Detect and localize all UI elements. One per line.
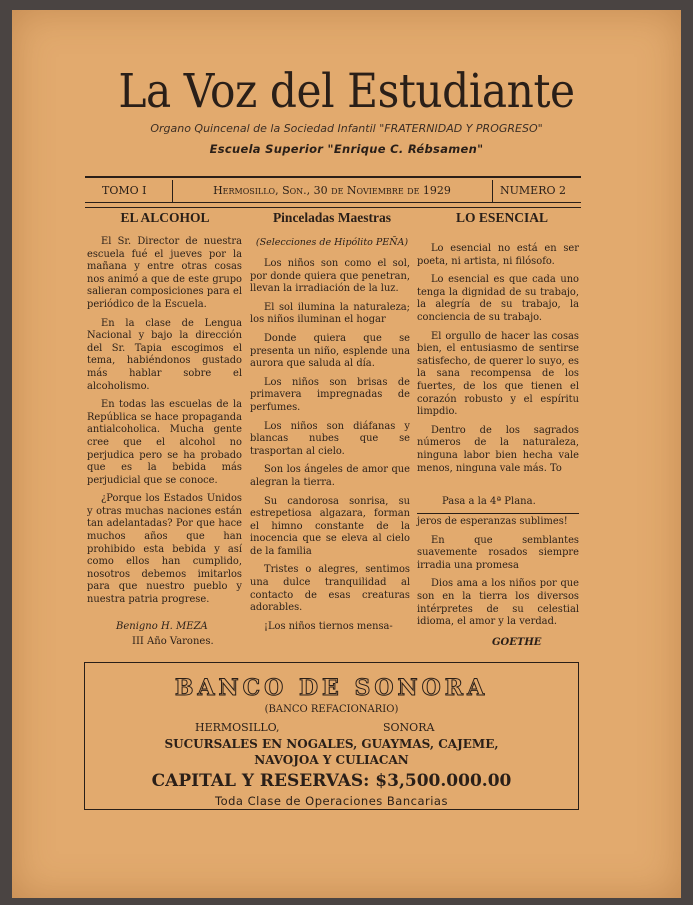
paragraph: Su candorosa sonrisa, su estrepetiosa algazara, forman el himno constante de la inocencia que se eleva al cielo de la familia — [250, 495, 410, 557]
article-title-pinceladas: Pinceladas Maestras — [272, 210, 392, 225]
info-divider-left — [172, 180, 173, 202]
masthead-school: Escuela Superior "Enrique C. Rébsamen" — [209, 142, 484, 156]
article-title-alcohol: EL ALCOHOL — [120, 210, 210, 225]
column-separator — [417, 513, 579, 514]
ad-state: SONORA — [383, 721, 435, 734]
paragraph: El Sr. Director de nuestra escuela fué el jueves por la mañana y entre otras cosas nos animó a que de este grupo salieran composiciones para el periódico de la Escuela. — [87, 236, 242, 310]
issue-number: NUMERO 2 — [500, 184, 566, 197]
paragraph: Son los ángeles de amor que alegran la tierra. — [250, 464, 410, 488]
info-divider-right — [492, 180, 493, 202]
paragraph: Lo esencial es que cada uno tenga la dignidad de su trabajo, la alegría de su trabajo, la conciencia de su trabajo. — [417, 274, 579, 323]
paragraph: Tristes o alegres, sentimos una dulce tranquilidad al contacto de esas creaturas adorables. — [250, 564, 410, 614]
info-rule-under — [85, 207, 581, 208]
paragraph: En que semblantes suavemente rosados siempre irradia una promesa — [417, 534, 579, 571]
info-rule-bottom — [85, 202, 581, 203]
ad-title: BANCO DE SONORA — [174, 675, 489, 701]
article-body-esencial — [417, 243, 579, 475]
continued-note: Pasa a la 4ª Plana. — [442, 496, 536, 507]
article-author-goethe: GOETHE — [492, 637, 542, 648]
paragraph: En todas las escuelas de la República se hace propaganda antialcoholica. Mucha gente cree que el alcohol no perjudica pero se ha probado que es la bebida más perjudicial que se conoce. — [87, 399, 242, 486]
paragraph: El orgullo de hacer las cosas bien, el entusiasmo de sentirse satisfecho, de querer lo suyo, es la sana recompensa de los fuertes, de los que tienen el corazón robusto y el espíritu limpdio. — [417, 330, 579, 418]
ad-branches-line2: NAVOJOA Y CULIACAN — [254, 753, 409, 767]
article-subtitle: (Selecciones de Hipólito PEÑA) — [255, 237, 409, 248]
paragraph: Dentro de los sagrados números de la naturaleza, ninguna labor bien hecha vale menos, ninguna vale más. To — [417, 424, 579, 474]
paragraph: El sol ilumina la naturaleza; los niños iluminan el hogar — [250, 301, 410, 326]
info-rule-top — [85, 176, 581, 178]
paragraph: Donde quiera que se presenta un niño, esplende una aurora que saluda al día. — [250, 332, 410, 370]
paragraph: ¿Porque los Estados Unidos y otras muchas naciones están tan adelantadas? Por que hace muchos años que han prohibido esta bebida y así como ellos han cumplido, nosotros debemos imitarlos para que nuestro pueblo y nuestra patria progrese. — [87, 493, 242, 606]
paragraph: Los niños son brisas de primavera impregnadas de perfumes. — [250, 376, 410, 413]
article-body-continued — [417, 516, 579, 629]
paragraph: Los niños son diáfanas y blancas nubes que se trasportan al cielo. — [250, 420, 410, 457]
article-author: Benigno H. MEZA — [116, 621, 208, 632]
paragraph: Lo esencial no está en ser poeta, ni artista, ni filósofo. — [417, 243, 579, 267]
newspaper-page — [12, 10, 681, 898]
masthead-subtitle: Organo Quincenal de la Sociedad Infantil "FRATERNIDAD Y PROGRESO" — [150, 122, 543, 135]
volume-label: TOMO I — [102, 184, 147, 197]
dateline: Hermosillo, Son., 30 de Noviembre de 1929 — [213, 184, 451, 197]
ad-operations: Toda Clase de Operaciones Bancarias — [215, 794, 448, 808]
article-body-pinceladas — [250, 258, 410, 633]
ad-subtitle: (BANCO REFACIONARIO) — [264, 704, 399, 715]
ad-branches-line1: SUCURSALES EN NOGALES, GUAYMAS, CAJEME, — [164, 737, 499, 751]
paragraph: Dios ama a los niños por que son en la tierra los diversos intérpretes de su celestial idioma, el amor y la verdad. — [417, 578, 579, 628]
paragraph: ¡Los niños tiernos mensa- — [264, 620, 393, 632]
paragraph: jeros de esperanzas sublimes! — [417, 516, 568, 527]
author-grade: III Año Varones. — [132, 636, 214, 647]
ad-city: HERMOSILLO, — [195, 721, 280, 734]
article-title-esencial: LO ESENCIAL — [456, 210, 548, 225]
paragraph: Los niños son como el sol, por donde quiera que penetran, llevan la irradiación de la luz. — [250, 258, 410, 295]
bank-advertisement — [84, 662, 579, 810]
paragraph: En la clase de Lengua Nacional y bajo la dirección del Sr. Tapia escogimos el tema, habiéndonos gustado más hablar sobre el alcoholismo. — [87, 317, 242, 392]
ad-capital: CAPITAL Y RESERVAS: $3,500.000.00 — [151, 771, 512, 791]
masthead-title: La Voz del Estudiante — [118, 64, 575, 119]
article-body-alcohol — [87, 236, 242, 607]
